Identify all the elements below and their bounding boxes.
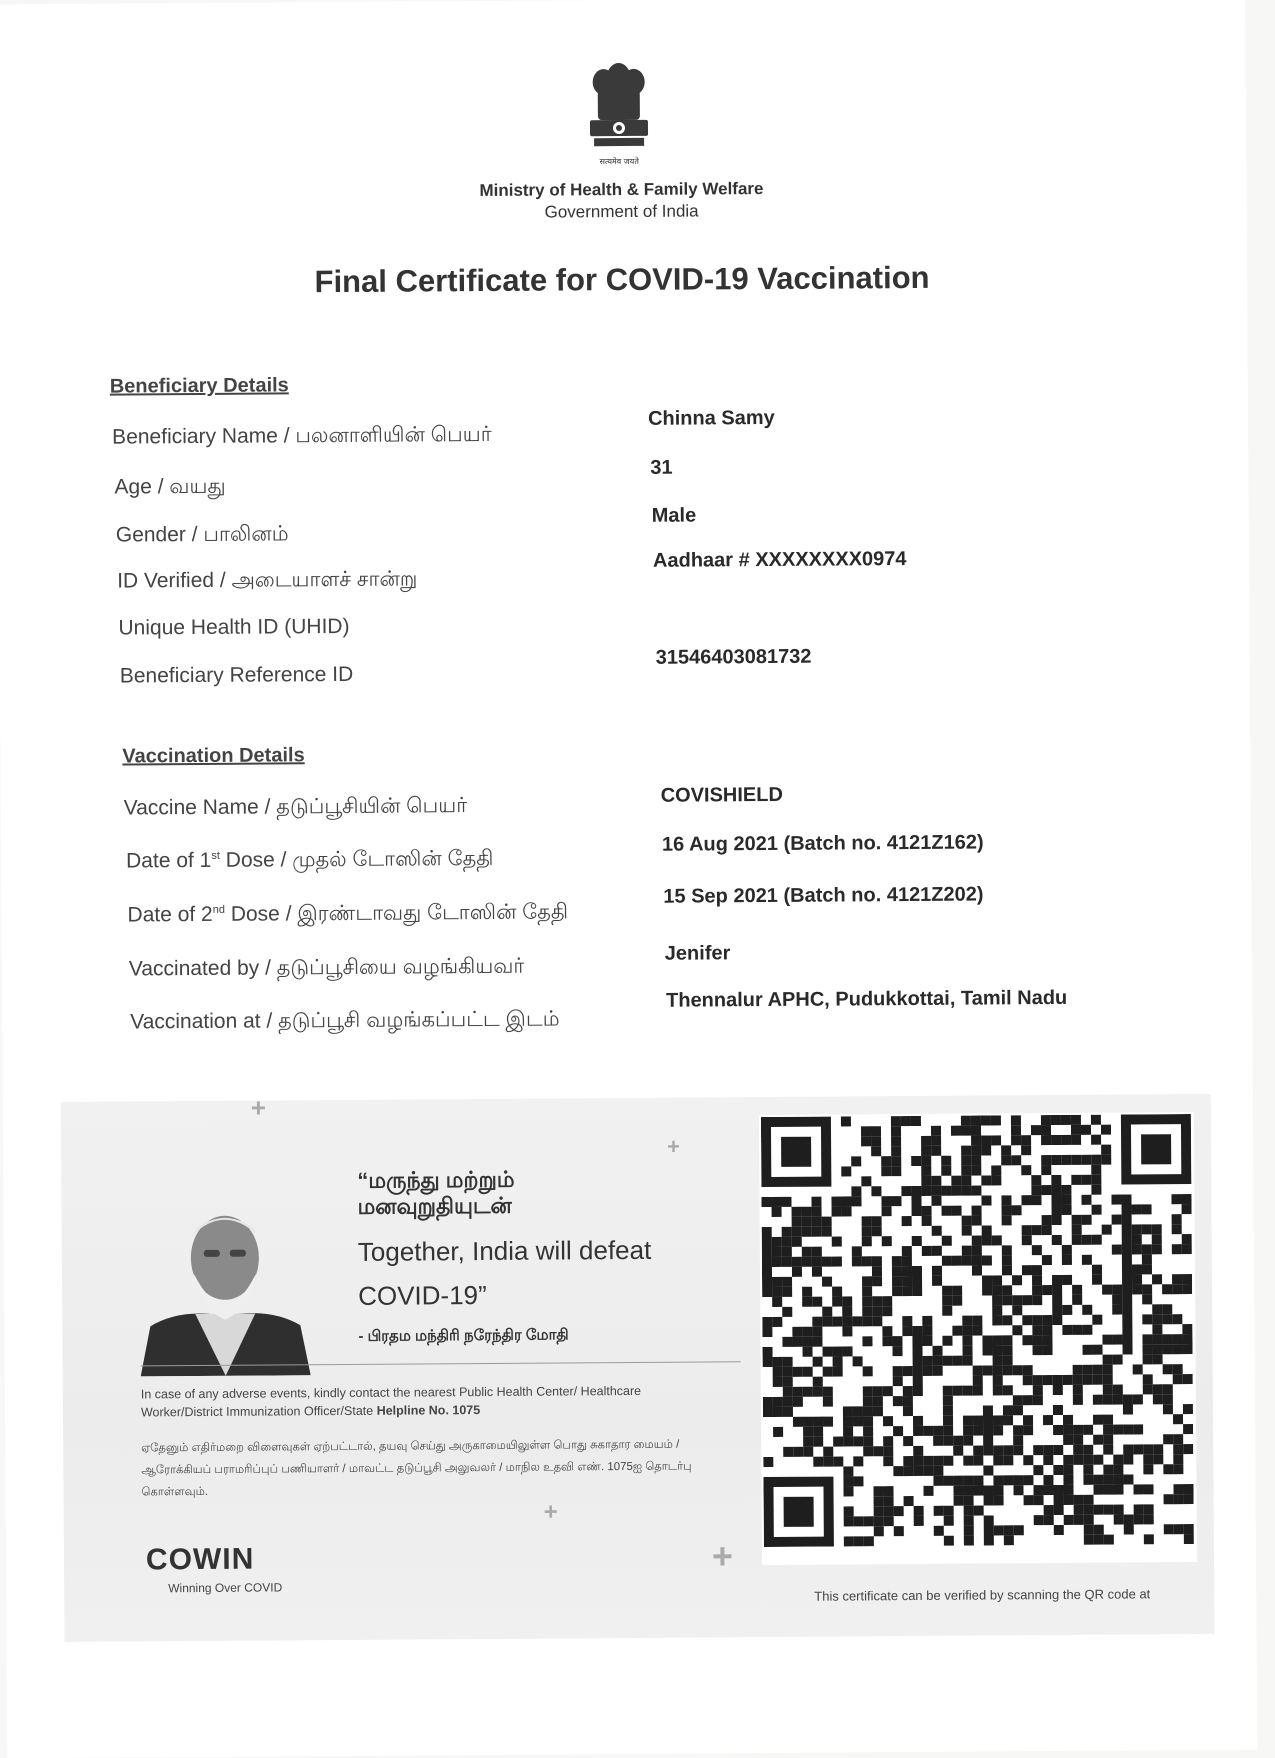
cowin-logo: COWIN [145,1542,255,1577]
second-dose-label-sup: nd [212,903,225,916]
uhid-label: Unique Health ID (UHID) [118,614,350,640]
quote-tamil-line1: “மருந்து மற்றும் [357,1166,515,1193]
helpline-number: Helpline No. 1075 [376,1403,481,1418]
gender-label: Gender / பாலினம் [115,522,289,547]
id-verified-label: ID Verified / அடையாளச் சான்று [117,567,418,593]
first-dose-value: 16 Aug 2021 (Batch no. 4121Z162) [661,831,984,856]
adverse-events-note-tamil: ஏதேனும் எதிர்மறை விளைவுகள் ஏற்பட்டால், தயவு செய்து அருகாமையிலுள்ள பொது சுகாதார மையம் / ஆரோக்கியப் பராமரிப்புப் பணியாளர் / மாவட்ட தடுப்பூசி அலுவலர் / மாநில உதவி எண். 1075ஐ தொடர்பு கொள்ளவும். [141,1438,692,1499]
quote-english-line2: COVID-19” [358,1279,487,1311]
national-emblem-icon [584,60,655,170]
reference-id-value: 31546403081732 [655,645,812,669]
plus-decoration-icon: + [711,1535,734,1577]
first-dose-label-prefix: Date of 1 [126,848,212,873]
vaccination-section-title: Vaccination Details [122,744,305,768]
reference-id-label: Beneficiary Reference ID [119,662,354,688]
plus-decoration-icon: + [543,1498,558,1526]
government-name: Government of India [544,201,699,222]
age-value: 31 [650,456,673,479]
cowin-tagline: Winning Over COVID [168,1580,283,1596]
second-dose-label-prefix: Date of 2 [127,902,213,927]
quote-tamil-line2: மனவுறுதியுடன் [357,1192,512,1219]
adverse-events-text: In case of any adverse events, kindly contact the nearest Public Health Center/ Healthcare Worker/District Immunization Officer/State [140,1383,642,1420]
vaccine-name-label: Vaccine Name / தடுப்பூசியின் பெயர் [123,794,468,820]
vaccination-at-label: Vaccination at / தடுப்பூசி வழங்கப்பட்ட இடம் [130,1007,560,1034]
quote-english-line1: Together, India will defeat [357,1234,652,1267]
second-dose-value: 15 Sep 2021 (Batch no. 4121Z202) [663,883,984,908]
first-dose-label-sup: st [211,849,220,862]
ministry-name: Ministry of Health & Family Welfare [479,179,764,201]
id-verified-value: Aadhaar # XXXXXXXX0974 [652,548,907,572]
quote-attribution: - பிரதம மந்திரி நரேந்திர மோதி [358,1326,569,1345]
first-dose-label-suffix: Dose / முதல் டோஸின் தேதி [219,846,494,872]
beneficiary-section-title: Beneficiary Details [109,374,289,398]
quote-tamil [357,1167,515,1220]
vaccination-at-value: Thennalur APHC, Pudukkottai, Tamil Nadu [666,986,1068,1012]
plus-decoration-icon: + [250,1092,267,1123]
adverse-events-note [141,1381,701,1421]
first-dose-label [126,847,494,876]
qr-code-icon [761,1114,1194,1547]
vaccinated-by-label: Vaccinated by / தடுப்பூசியை வழங்கியவர் [128,954,525,981]
verification-note: This certificate can be verified by scanning the QR code at [814,1586,1151,1604]
prime-minister-portrait [139,1195,310,1376]
second-dose-label [127,900,568,929]
quote-english [358,1228,652,1318]
certificate-title: Final Certificate for COVID-19 Vaccination [314,259,930,300]
plus-decoration-icon: + [667,1133,681,1159]
second-dose-label-suffix: Dose / இரண்டாவது டோஸின் தேதி [224,900,569,926]
vaccinated-by-value: Jenifer [664,942,731,965]
cowin-banner [61,1094,1215,1642]
age-label: Age / வயது [114,474,226,499]
emblem-motto: सत्यमेव जयते [599,156,639,167]
gender-value: Male [651,504,697,527]
beneficiary-name-value: Chinna Samy [647,406,775,430]
beneficiary-name-label: Beneficiary Name / பலனாளியின் பெயர் [112,422,492,449]
vaccine-name-value: COVISHIELD [660,783,783,807]
